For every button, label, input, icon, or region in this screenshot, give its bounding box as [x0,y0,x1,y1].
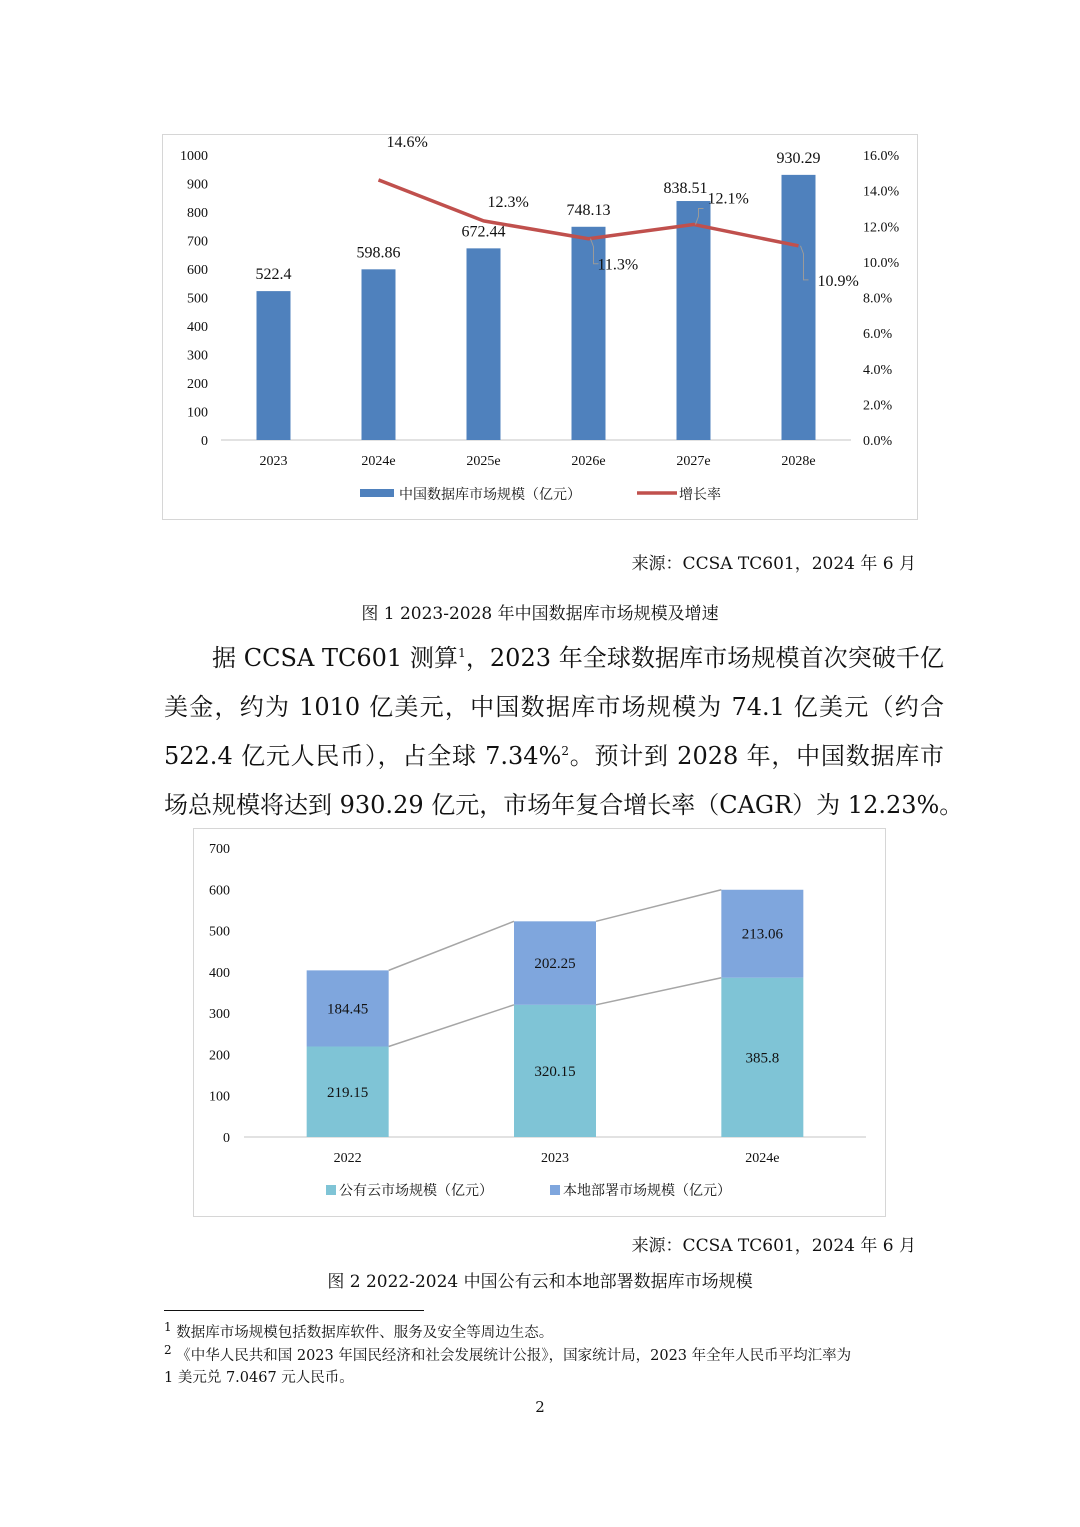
paragraph-line-4: 场总规模将达到 930.29 亿元，市场年复合增长率（CAGR）为 12.23%。 [164,791,964,819]
growth-data-label-3: 11.3% [597,256,639,274]
x-tick-label-5: 2028e [781,454,816,469]
figure1-caption: 图 1 2023-2028 年中国数据库市场规模及增速 [361,604,719,624]
y-tick-label-5: 500 [209,924,230,940]
y2-tick-label-7: 14.0% [863,184,900,200]
y2-tick-label-4: 8.0% [863,291,893,307]
legend-label-on-premise: 本地部署市场规模（亿元） [563,1184,731,1199]
bar-data-label-4: 838.51 [663,180,708,198]
x-tick-label-2: 2024e [745,1151,780,1166]
paragraph-line-1-b: ，2023 年全球数据库市场规模首次突破千亿 [465,644,944,672]
data-label-public-cloud-2: 385.8 [745,1050,780,1067]
paragraph-line-1 [164,634,944,683]
paragraph-line-3-a: 522.4 亿元人民币），占全球 7.34% [164,742,562,770]
footnote-ref-2: 2 [561,744,569,758]
data-label-on-premise-1: 202.25 [534,956,576,973]
bar-data-label-3: 748.13 [566,201,611,219]
y-tick-label-0: 0 [223,1131,230,1146]
figure1-source: 来源：CCSA TC601，2024 年 6 月 [631,554,916,574]
bar-4 [677,201,711,440]
y-tick-label-8: 800 [187,206,208,221]
paragraph-line-2: 美金，约为 1010 亿美元，中国数据库市场规模为 74.1 亿美元（约合 [164,693,944,721]
footnote-2-continued-text: 1 美元兑 7.0467 元人民币。 [164,1370,354,1386]
growth-data-label-2: 12.3% [487,193,529,211]
y-tick-label-2: 200 [209,1048,230,1064]
data-label-public-cloud-1: 320.15 [534,1063,576,1080]
y-tick-label-0: 0 [201,434,208,449]
page-number: 2 [535,1398,545,1416]
y-tick-label-6: 600 [209,883,230,899]
footnote-1 [164,1322,944,1344]
series-connector-mid-0 [389,1005,514,1047]
y-tick-label-10: 1000 [180,149,208,164]
paragraph-line-3 [164,732,944,781]
footnote-1-mark: 1 [164,1320,172,1335]
y2-tick-label-0: 0.0% [863,434,893,449]
bar-2 [467,248,501,440]
y-tick-label-4: 400 [209,965,230,981]
figure1-chart [163,135,917,519]
bar-1 [362,269,396,440]
bar-0 [257,291,291,440]
figure1-chart-frame [162,134,918,520]
figure2-chart-frame [193,828,886,1217]
y2-tick-label-8: 16.0% [863,149,900,164]
y-tick-label-3: 300 [187,348,208,364]
y-tick-label-2: 200 [187,377,208,392]
x-tick-label-1: 2023 [541,1151,569,1166]
y-tick-label-4: 400 [187,320,208,335]
footnote-divider [164,1310,424,1311]
y-tick-label-1: 100 [209,1089,230,1105]
figure2-chart [194,829,885,1216]
figure2-source: 来源：CCSA TC601，2024 年 6 月 [631,1236,916,1256]
legend-label-market-size: 中国数据库市场规模（亿元） [399,488,581,503]
paragraph-line-1-a: 据 CCSA TC601 测算 [212,644,459,672]
y2-tick-label-5: 10.0% [863,255,900,271]
footnote-2 [164,1345,944,1367]
x-tick-label-4: 2027e [676,454,711,469]
y2-tick-label-3: 6.0% [863,327,893,343]
legend-swatch-on-premise [550,1185,560,1195]
legend-swatch-public-cloud [326,1185,336,1195]
footnote-ref-1: 1 [458,646,466,660]
growth-data-label-4: 12.1% [707,190,749,208]
y-tick-label-5: 500 [187,291,208,307]
y-tick-label-9: 900 [187,177,208,193]
y-tick-label-1: 100 [187,405,208,421]
x-tick-label-2: 2025e [466,454,501,469]
legend-label-public-cloud: 公有云市场规模（亿元） [339,1184,493,1199]
y-tick-label-6: 600 [187,263,208,278]
x-tick-label-1: 2024e [361,454,396,469]
bar-data-label-1: 598.86 [356,244,401,262]
x-tick-label-0: 2023 [259,454,288,469]
x-tick-label-3: 2026e [571,454,606,469]
legend-swatch-market-size [360,489,394,497]
data-label-on-premise-0: 184.45 [327,1001,369,1018]
data-label-public-cloud-0: 219.15 [327,1084,369,1101]
y-tick-label-7: 700 [187,234,208,250]
footnote-2-continued [164,1367,944,1389]
bar-data-label-0: 522.4 [255,266,292,284]
footnote-2-mark: 2 [164,1343,172,1358]
bar-5 [782,175,816,440]
legend-label-growth-rate: 增长率 [679,488,721,503]
series-connector-top-1 [596,890,721,922]
paragraph-line-3-b: 。预计到 2028 年，中国数据库市 [568,742,944,770]
x-tick-label-0: 2022 [333,1151,362,1166]
y2-tick-label-1: 2.0% [863,398,893,414]
growth-data-label-1: 14.6% [386,135,428,151]
bar-data-label-2: 672.44 [461,223,506,241]
y-tick-label-7: 700 [209,842,230,857]
series-connector-top-0 [389,921,514,970]
series-connector-mid-1 [596,978,721,1005]
y2-tick-label-6: 12.0% [863,220,900,236]
y-tick-label-3: 300 [209,1007,230,1023]
footnote-2-text: 《中华人民共和国 2023 年国民经济和社会发展统计公报》，国家统计局，2023 年全年人民币平均汇率为 [176,1348,852,1364]
y2-tick-label-2: 4.0% [863,362,893,378]
body-paragraph [164,634,964,830]
data-label-on-premise-2: 213.06 [741,926,783,943]
bar-data-label-5: 930.29 [776,149,821,167]
footnote-1-text: 数据库市场规模包括数据库软件、服务及安全等周边生态。 [176,1325,554,1341]
figure2-caption: 图 2 2022-2024 中国公有云和本地部署数据库市场规模 [327,1272,753,1292]
growth-data-label-5: 10.9% [817,272,859,290]
